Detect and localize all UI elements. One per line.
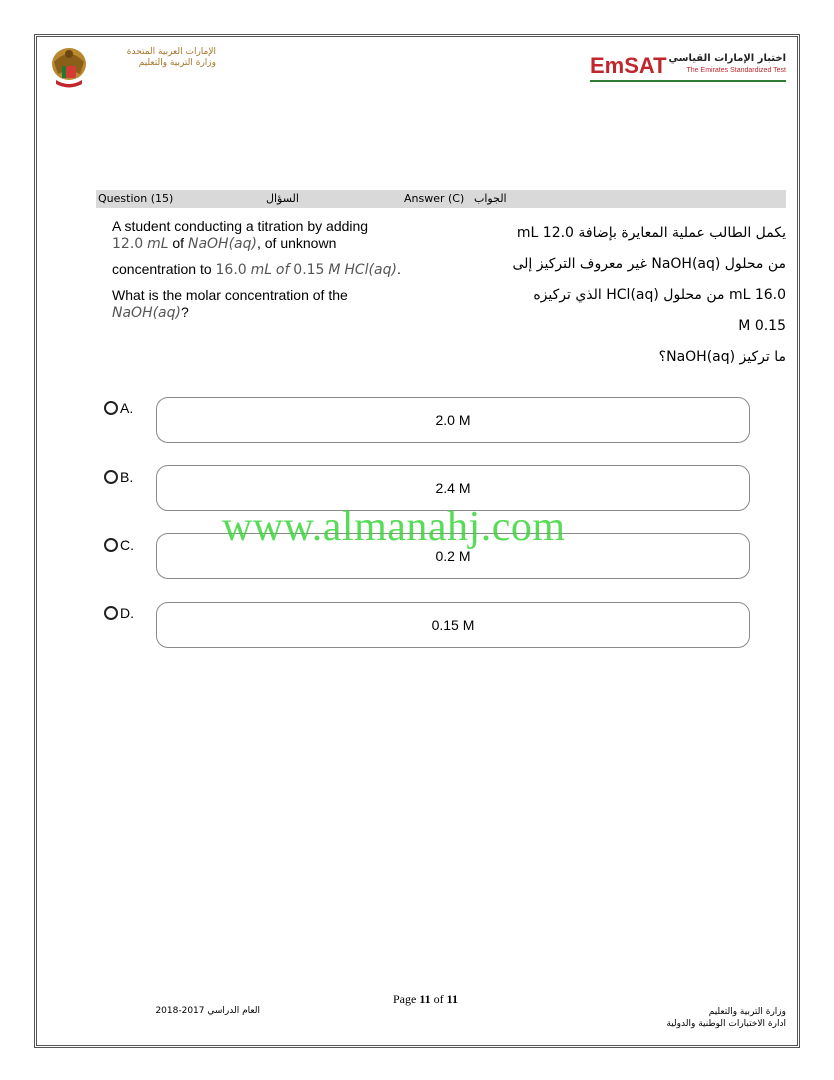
- stem-en-line: [112, 261, 472, 279]
- page-of: of: [430, 992, 447, 1006]
- question-label-arabic: السؤال: [266, 192, 299, 205]
- question-bar: [96, 190, 786, 208]
- stem-ar-line: 16.0 mL من محلول HCl(aq) الذي تركيزه: [533, 287, 786, 303]
- volume-unit: mL: [147, 236, 169, 252]
- radio-circle-icon[interactable]: [104, 470, 118, 484]
- stem-ar-line: من محلول NaOH(aq) غير معروف التركيز إلى: [512, 256, 786, 272]
- option-b-value: 2.4 M: [435, 480, 471, 496]
- emsat-english-title: The Emirates Standardized Test: [686, 67, 786, 74]
- ministry-name-line1: الإمارات العربية المتحدة: [126, 47, 216, 57]
- option-a-letter: A.: [120, 400, 134, 416]
- question-stem-arabic: [470, 218, 786, 373]
- stem-text: concentration to: [112, 261, 216, 277]
- option-d-radio[interactable]: [104, 605, 134, 621]
- academic-year: العام الدراسي 2017-2018: [155, 1006, 260, 1016]
- question-label: Question (15): [98, 192, 174, 205]
- hcl-formula: HCl(aq): [344, 262, 397, 278]
- stem-text: , of unknown: [256, 235, 337, 251]
- option-c-value: 0.2 M: [435, 548, 471, 564]
- option-b-letter: B.: [120, 469, 134, 485]
- emsat-logo-block: [590, 52, 786, 82]
- page-current: 11: [419, 992, 431, 1006]
- radio-circle-icon[interactable]: [104, 401, 118, 415]
- stem-connector: of: [275, 262, 290, 278]
- answer-label: Answer (C): [404, 192, 465, 205]
- option-a-radio[interactable]: [104, 400, 133, 416]
- answer-label-arabic: الجواب: [474, 192, 507, 205]
- stem-ar-line: 0.15 M: [738, 318, 786, 334]
- stem-connector: of: [168, 235, 188, 251]
- option-d-letter: D.: [120, 605, 134, 621]
- stem-text: ?: [181, 304, 189, 320]
- radio-circle-icon[interactable]: [104, 538, 118, 552]
- option-d-value: 0.15 M: [431, 617, 475, 633]
- molarity-unit: M: [328, 262, 341, 278]
- stem-ar-line: يكمل الطالب عملية المعايرة بإضافة 12.0 mL: [516, 225, 786, 241]
- radio-circle-icon[interactable]: [104, 606, 118, 620]
- stem-en-line: A student conducting a titration by adding: [112, 218, 369, 234]
- option-a-value: 2.0 M: [435, 412, 471, 428]
- naoh-formula: NaOH(aq): [112, 305, 181, 321]
- watermark: www.almanahj.com: [222, 504, 566, 550]
- volume-unit: mL: [250, 262, 273, 278]
- stem-en-line: [112, 235, 472, 253]
- emsat-logo: EmSAT: [590, 53, 667, 78]
- option-a-box[interactable]: [156, 397, 750, 443]
- emsat-underline: [590, 80, 786, 82]
- volume-value: 12.0: [112, 236, 144, 252]
- concentration-value: 0.15: [293, 262, 325, 278]
- option-c-letter: C.: [120, 537, 134, 553]
- naoh-formula: NaOH(aq): [187, 236, 257, 252]
- emsat-arabic-title: اختبار الإمارات القياسي: [668, 53, 786, 64]
- volume-value: 16.0: [215, 262, 247, 278]
- footer-ministry-line1: وزارة التربية والتعليم: [708, 1007, 786, 1017]
- stem-en-line: [112, 304, 472, 322]
- ministry-name-line2: وزارة التربية والتعليم: [138, 58, 216, 68]
- uae-emblem-icon: [50, 44, 88, 90]
- stem-ar-line: ما تركيز NaOH(aq)؟: [658, 349, 786, 365]
- question-stem-english: [112, 218, 472, 322]
- option-c-radio[interactable]: [104, 537, 134, 553]
- page-total: 11: [446, 992, 459, 1006]
- option-b-radio[interactable]: [104, 469, 133, 485]
- stem-en-line: What is the molar concentration of the: [112, 287, 348, 303]
- option-d-box[interactable]: [156, 602, 750, 648]
- page-number: [393, 992, 458, 1007]
- footer-ministry-line2: ادارة الاختبارات الوطنية والدولية: [666, 1019, 786, 1029]
- stem-text: .: [396, 261, 401, 277]
- footer-ministry: [586, 1006, 786, 1030]
- page-word: Page: [393, 992, 420, 1006]
- ministry-name: [96, 47, 216, 69]
